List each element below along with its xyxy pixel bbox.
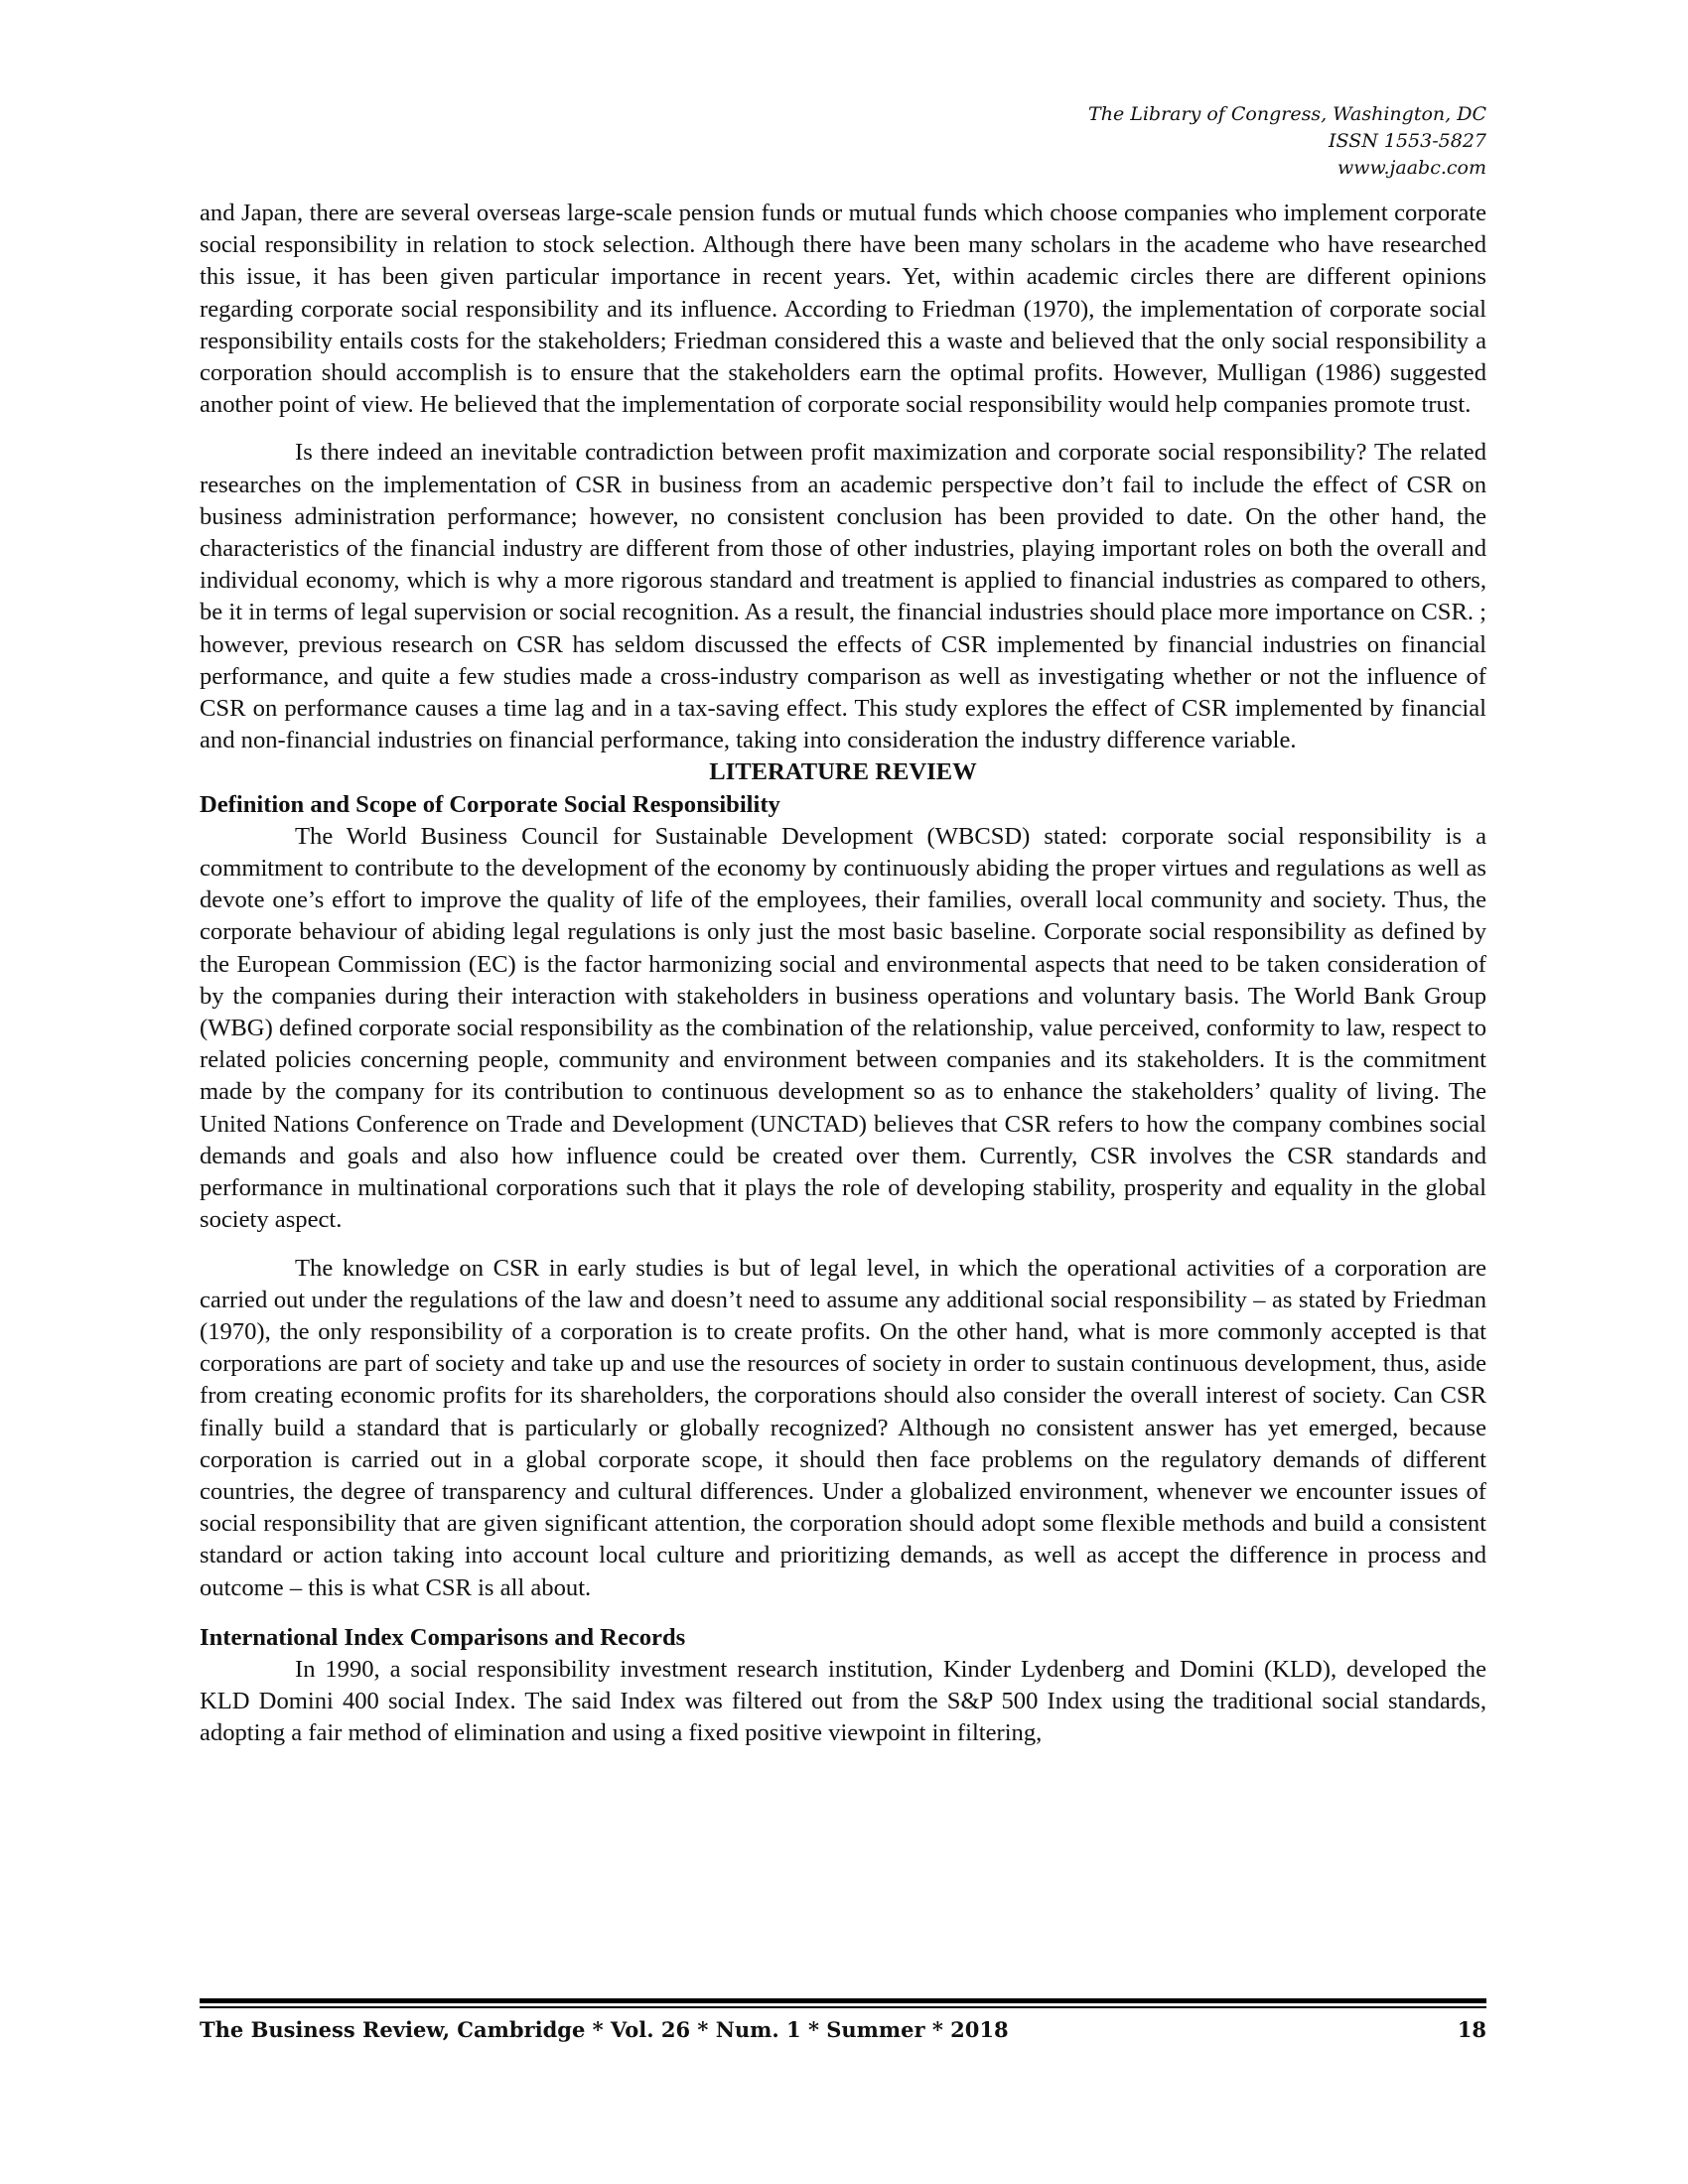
footer-rule-thick — [200, 1998, 1486, 2003]
paragraph-kld: In 1990, a social responsibility investment research institution, Kinder Lydenberg and Domini (KLD), developed the KLD Domini 400 social Index. The said Index was filtered out from the S&P 500 Index using the traditional social standards, adopting a fair method of elimination and using a fixed positive viewpoint in filtering, — [200, 1655, 1486, 1747]
subheading-index: International Index Comparisons and Records — [200, 1623, 686, 1651]
page-number: 18 — [1457, 2017, 1486, 2042]
article-body — [200, 198, 1486, 1750]
footer-rule-thin — [200, 2006, 1486, 2008]
running-header — [1088, 101, 1486, 182]
section-title: LITERATURE REVIEW — [709, 758, 977, 786]
header-website: www.jaabc.com — [1336, 157, 1486, 179]
paragraph-continued: and Japan, there are several overseas large-scale pension funds or mutual funds which choose companies who implement corporate social responsibility in relation to stock selection. Although there have been many scholars in the academe who have researched this issue, it has been given particular importance in recent years. Yet, within academic circles there are different opinions regarding corporate social responsibility and its influence. According to Friedman (1970), the implementation of corporate social responsibility entails costs for the stakeholders; Friedman considered this a waste and believed that the only social responsibility a corporation should accomplish is to ensure that the stakeholders earn the optimal profits. However, Mulligan (1986) suggested another point of view. He believed that the implementation of corporate social responsibility would help companies promote trust. — [200, 200, 1486, 419]
header-issn: ISSN 1553-5827 — [1329, 130, 1486, 152]
paragraph-contradiction: Is there indeed an inevitable contradiction between profit maximization and corporate social responsibility? The related researches on the implementation of CSR in business from an academic perspective don’t fail to include the effect of CSR on business administration performance; however, no consistent conclusion has been provided to date. On the other hand, the characteristics of the financial industry are different from those of other industries, playing important roles on both the overall and individual economy, which is why a more rigorous standard and treatment is applied to financial industries as compared to others, be it in terms of legal supervision or social recognition. As a result, the financial industries should place more importance on CSR. ; however, previous research on CSR has seldom discussed the effects of CSR implemented by financial industries on financial performance, and quite a few studies made a cross-industry comparison as well as investigating whether or not the influence of CSR on performance causes a time lag and in a tax-saving effect. This study explores the effect of CSR implemented by financial and non-financial industries on financial performance, taking into consideration the industry difference variable. — [200, 439, 1486, 754]
paragraph-wbcsd: The World Business Council for Sustainable Development (WBCSD) stated: corporate social responsibility is a commitment to contribute to the development of the economy by continuously abiding the proper virtues and regulations as well as devote one’s effort to improve the quality of life of the employees, their families, overall local community and society. Thus, the corporate behaviour of abiding legal regulations is only just the most basic baseline. Corporate social responsibility as defined by the European Commission (EC) is the factor harmonizing social and environmental aspects that need to be taken consideration of by the companies during their interaction with stakeholders in business operations and voluntary basis. The World Bank Group (WBG) defined corporate social responsibility as the combination of the relationship, value perceived, conformity to law, respect to related policies concerning people, community and environment between companies and its stakeholders. It is the commitment made by the company for its contribution to continuous development so as to enhance the stakeholders’ quality of living. The United Nations Conference on Trade and Development (UNCTAD) believes that CSR refers to how the company combines social demands and goals and also how influence could be created over them. Currently, CSR involves the CSR standards and performance in multinational corporations such that it plays the role of developing stability, prosperity and equality in the global society aspect. — [200, 822, 1486, 1234]
running-footer — [200, 2015, 1486, 2045]
footer-journal: The Business Review, Cambridge * Vol. 26 * Num. 1 * Summer * 2018 — [200, 2017, 1009, 2042]
header-library: The Library of Congress, Washington, DC — [1088, 103, 1486, 125]
subheading-definition: Definition and Scope of Corporate Social Responsibility — [200, 790, 780, 818]
paragraph-knowledge: The knowledge on CSR in early studies is but of legal level, in which the operational activities of a corporation are carried out under the regulations of the law and doesn’t need to assume any additional social responsibility – as stated by Friedman (1970), the only responsibility of a corporation is to create profits. On the other hand, what is more commonly accepted is that corporations are part of society and take up and use the resources of society in order to sustain continuous development, thus, aside from creating economic profits for its shareholders, the corporations should also consider the overall interest of society. Can CSR finally build a standard that is particularly or globally recognized? Although no consistent answer has yet emerged, because corporation is carried out in a global corporate scope, it should then face problems on the regulatory demands of different countries, the degree of transparency and cultural differences. Under a globalized environment, whenever we encounter issues of social responsibility that are given significant attention, the corporation should adopt some flexible methods and build a consistent standard or action taking into account local culture and prioritizing demands, as well as accept the difference in process and outcome – this is what CSR is all about. — [200, 1254, 1486, 1601]
